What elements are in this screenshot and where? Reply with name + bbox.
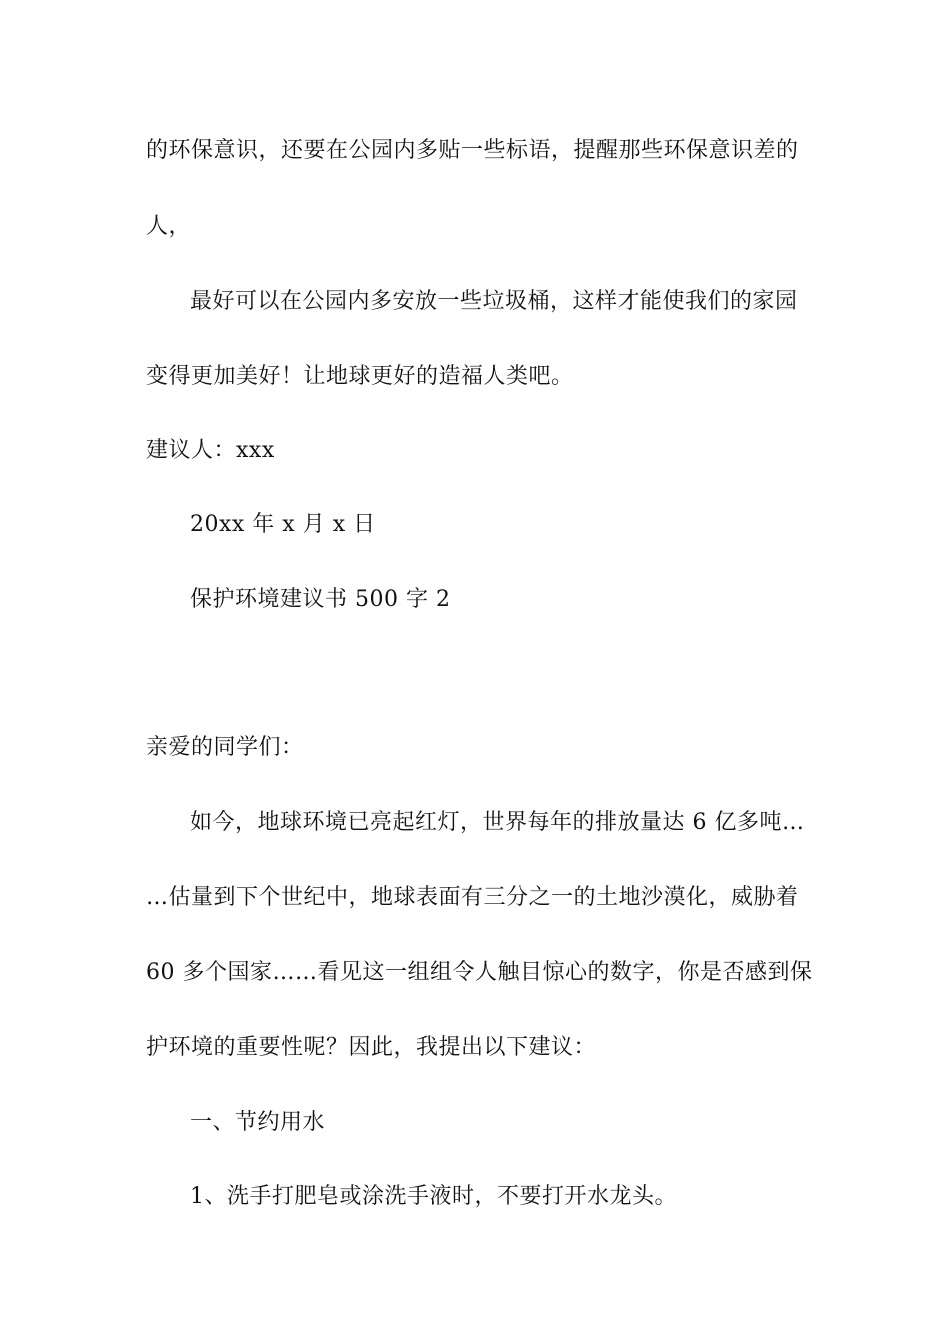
- paragraph-line: 变得更加美好！让地球更好的造福人类吧。: [146, 364, 574, 389]
- paragraph-line: 人，: [146, 214, 192, 239]
- signer-line: 建议人：xxx: [146, 438, 275, 463]
- list-item: 1、洗手打肥皂或涂洗手液时，不要打开水龙头。: [190, 1184, 677, 1209]
- paragraph-line: 60 多个国家……看见这一组组令人触目惊心的数字，你是否感到保: [146, 960, 813, 985]
- paragraph-line: 的环保意识，还要在公园内多贴一些标语，提醒那些环保意识差的: [146, 138, 799, 163]
- paragraph-line: 如今，地球环境已亮起红灯，世界每年的排放量达 6 亿多吨…: [190, 810, 805, 835]
- paragraph-line: 护环境的重要性呢？因此，我提出以下建议：: [146, 1035, 597, 1060]
- salutation-line: 亲爱的同学们：: [146, 735, 304, 760]
- list-heading: 一、节约用水: [190, 1110, 326, 1135]
- date-line: 20xx 年 x 月 x 日: [190, 512, 376, 537]
- paragraph-line: …估量到下个世纪中，地球表面有三分之一的土地沙漠化，威胁着: [146, 885, 799, 910]
- section-title: 保护环境建议书 500 字 2: [190, 587, 451, 612]
- paragraph-line: 最好可以在公园内多安放一些垃圾桶，这样才能使我们的家园: [190, 289, 798, 314]
